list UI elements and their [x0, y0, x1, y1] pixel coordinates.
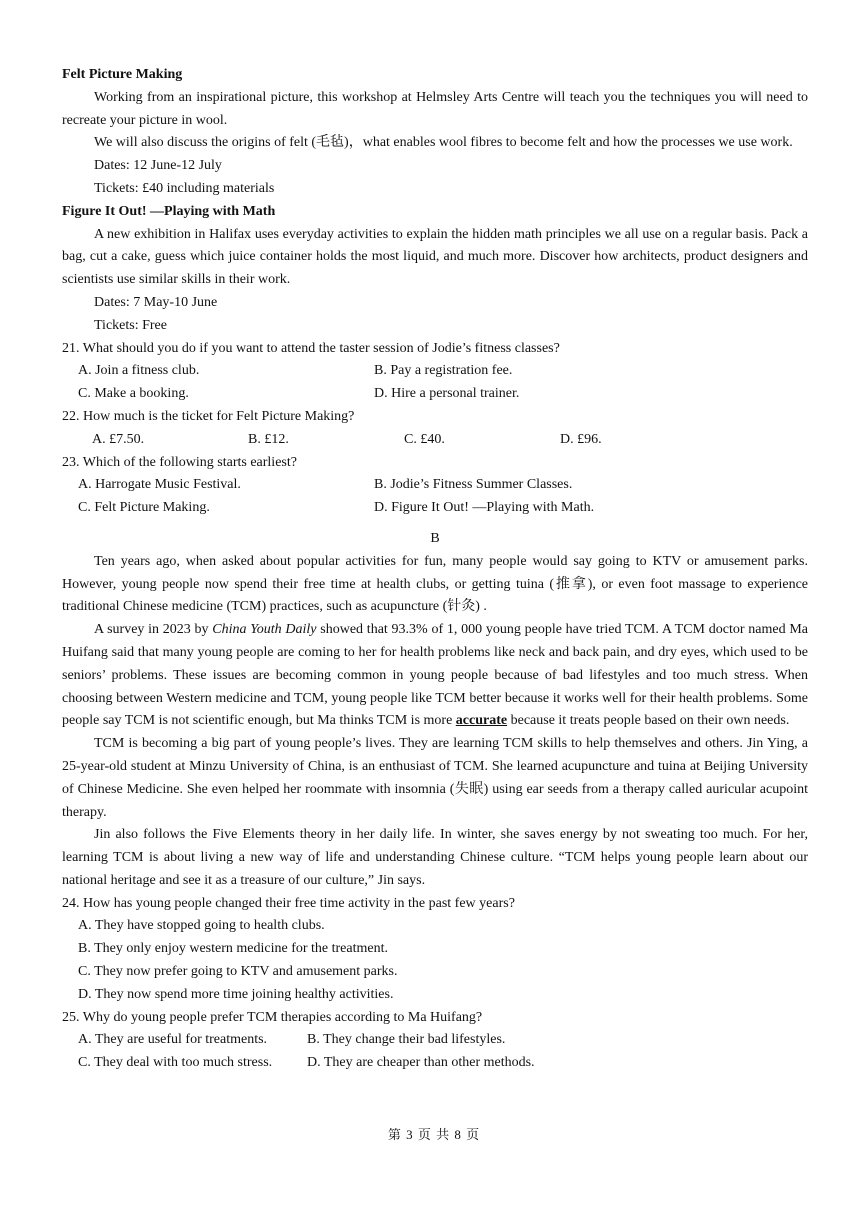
felt-title: Felt Picture Making — [62, 67, 183, 82]
option-25a: A. They are useful for treatments. — [78, 1032, 268, 1048]
question-22-stem: 22. How much is the ticket for Felt Picture Making? — [62, 408, 355, 424]
question-25-stem: 25. Why do young people prefer TCM therapies according to Ma Huifang? — [62, 1009, 483, 1025]
passage-b-label: B — [430, 530, 440, 546]
math-tickets: Tickets: Free — [94, 317, 167, 333]
p2-text-post: because it treats people based on their own needs. — [507, 713, 790, 729]
source-name: China Youth Daily — [212, 622, 317, 638]
option-23d: D. Figure It Out! —Playing with Math. — [374, 500, 595, 516]
felt-tickets: Tickets: £40 including materials — [94, 180, 275, 196]
option-22b: B. £12. — [248, 431, 289, 447]
option-21b: B. Pay a registration fee. — [374, 363, 513, 379]
question-22-options — [62, 429, 808, 452]
question-21-options-row-2 — [62, 383, 808, 406]
question-21-options-row-1 — [62, 360, 808, 383]
question-24-stem: 24. How has young people changed their free time activity in the past few years? — [62, 895, 515, 911]
question-23-options-row-2 — [62, 497, 808, 520]
option-23b: B. Jodie’s Fitness Summer Classes. — [374, 477, 573, 493]
felt-dates: Dates: 12 June-12 July — [94, 158, 222, 174]
option-21d: D. Hire a personal trainer. — [374, 386, 520, 402]
passage-b-paragraph-1: Ten years ago, when asked about popular activities for fun, many people would say going to KTV or amusement parks. However, young people now spend their free time at health clubs, or getting tuina (推拿), or even foot massage to experience traditional Chinese medicine (TCM) practices, such as acupuncture (针灸) . — [62, 553, 808, 615]
felt-paragraph-1: Working from an inspirational picture, this workshop at Helmsley Arts Centre will teach you the techniques you will need to recreate your picture in wool. — [62, 89, 808, 128]
underlined-word: accurate — [455, 713, 508, 729]
option-24d: D. They now spend more time joining healthy activities. — [78, 986, 394, 1002]
option-24b: B. They only enjoy western medicine for the treatment. — [78, 941, 388, 957]
option-21a: A. Join a fitness club. — [78, 363, 200, 379]
question-25-options-row-2 — [62, 1052, 808, 1075]
question-23-stem: 23. Which of the following starts earliest? — [62, 454, 297, 470]
p2-text-mid: showed that 93.3% of 1, 000 young people have tried TCM. A TCM doctor named Ma Huifang said that many young people are coming to her for health problems like neck and back pain, and dry eyes, which used to be seniors’ problems. These issues are becoming common in young people because of bad lifestyles and too much stress. When choosing between Western medicine and TCM, young people like TCM better because it works well for their health problems. Some people say TCM is not scientific enough, but Ma thinks TCM is more — [62, 622, 808, 729]
option-22d: D. £96. — [560, 431, 602, 447]
option-25d: D. They are cheaper than other methods. — [307, 1055, 535, 1071]
option-22c: C. £40. — [404, 431, 445, 447]
question-21-stem: 21. What should you do if you want to attend the taster session of Jodie’s fitness classes? — [62, 340, 560, 356]
p2-text-pre: A survey in 2023 by — [94, 622, 213, 638]
page-number: 第 3 页 共 8 页 — [387, 1127, 481, 1142]
option-22a: A. £7.50. — [92, 431, 145, 447]
passage-b-paragraph-2 — [62, 619, 808, 733]
option-25c: C. They deal with too much stress. — [78, 1055, 273, 1071]
math-dates: Dates: 7 May-10 June — [94, 294, 218, 310]
option-24a: A. They have stopped going to health clubs. — [78, 918, 325, 934]
felt-paragraph-2: We will also discuss the origins of felt (毛毡)，what enables wool fibres to become felt and how the processes we use work. — [94, 135, 793, 151]
math-title: Figure It Out! —Playing with Math — [62, 203, 276, 219]
option-23a: A. Harrogate Music Festival. — [78, 477, 241, 493]
option-21c: C. Make a booking. — [78, 386, 189, 402]
math-paragraph-1: A new exhibition in Halifax uses everyday activities to explain the hidden math principles we all use on a regular basis. Pack a bag, cut a cake, guess which juice container holds the most liquid, and much more. Discover how architects, product designers and scientists use similar skills in their work. — [62, 226, 808, 288]
option-25b: B. They change their bad lifestyles. — [307, 1032, 506, 1048]
option-23c: C. Felt Picture Making. — [78, 500, 210, 516]
option-24c: C. They now prefer going to KTV and amusement parks. — [78, 964, 398, 980]
passage-b-paragraph-3: TCM is becoming a big part of young people’s lives. They are learning TCM skills to help themselves and others. Jin Ying, a 25-year-old student at Minzu University of China, is an enthusiast of TCM. She learned acupuncture and tuina at Beijing University of Chinese Medicine. She even helped her roommate with insomnia (失眠) using ear seeds from a therapy called auricular acupoint therapy. — [62, 736, 808, 820]
passage-b-paragraph-4: Jin also follows the Five Elements theory in her daily life. In winter, she saves energy by not sweating too much. For her, learning TCM is about living a new way of life and understanding Chinese culture. “TCM helps young people learn about our national heritage and see it as a treasure of our culture,” Jin says. — [62, 827, 808, 888]
question-23-options-row-1 — [62, 474, 808, 497]
question-25-options-row-1 — [62, 1029, 808, 1052]
exam-page — [62, 64, 808, 1075]
